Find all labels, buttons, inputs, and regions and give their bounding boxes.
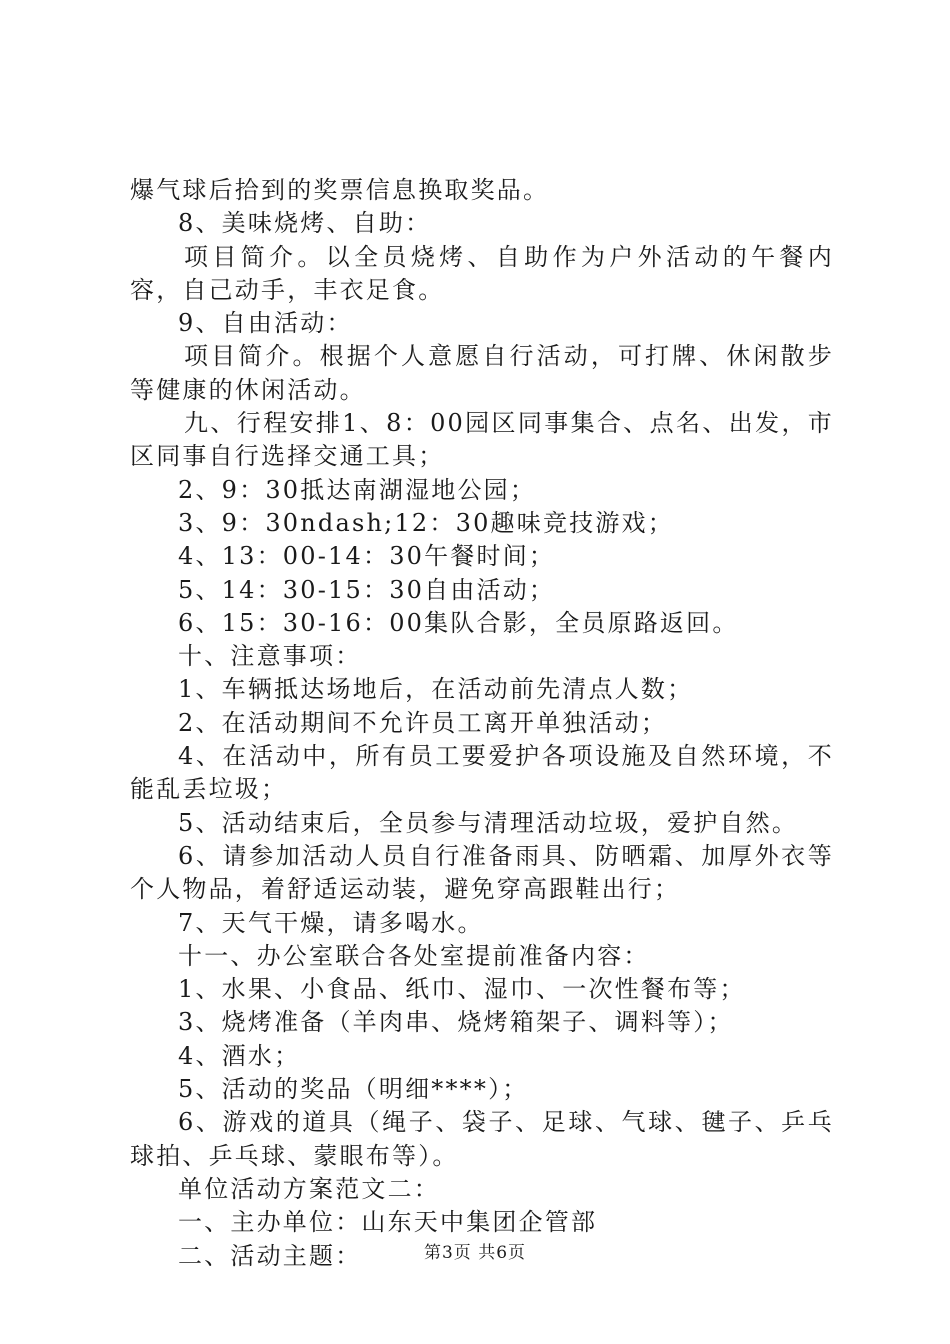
paragraph: 2、9：30抵达南湖湿地公园； [178, 475, 537, 504]
section-heading: 十一、办公室联合各处室提前准备内容： [178, 941, 650, 970]
paragraph: 项目简介。根据个人意愿自行活动，可打牌、休闲散步等健康的休闲活动。 [130, 342, 834, 404]
paragraph: 4、13：00-14：30午餐时间； [178, 542, 556, 571]
paragraph: 3、9：30ndash;12：30趣味竞技游戏； [178, 508, 674, 537]
paragraph: 九、行程安排1、8：00园区同事集合、点名、出发，市区同事自行选择交通工具； [130, 409, 834, 471]
page-number-label: 第3页 共6页 [423, 1243, 527, 1263]
paragraph: 4、酒水； [178, 1041, 301, 1070]
paragraph: 6、游戏的道具（绳子、袋子、足球、气球、毽子、乒乓球拍、乒乓球、蒙眼布等）。 [130, 1108, 834, 1170]
paragraph: 爆气球后拾到的奖票信息换取奖品。 [130, 176, 550, 204]
paragraph: 5、活动结束后，全员参与清理活动垃圾，爱护自然。 [178, 808, 799, 837]
paragraph: 项目简介。以全员烧烤、自助作为户外活动的午餐内容，自己动手，丰衣足食。 [130, 242, 834, 304]
paragraph: 2、在活动期间不允许员工离开单独活动； [178, 708, 668, 737]
paragraph: 4、在活动中，所有员工要爱护各项设施及自然环境，不能乱丢垃圾； [130, 742, 834, 804]
paragraph: 6、请参加活动人员自行准备雨具、防晒霜、加厚外衣等个人物品，着舒适运动装，避免穿高跟鞋出行； [130, 841, 834, 904]
paragraph: 5、活动的奖品（明细****）； [178, 1075, 529, 1104]
document-body [130, 174, 834, 1273]
page-footer [0, 1238, 950, 1263]
paragraph: 1、水果、小食品、纸巾、湿巾、一次性餐布等； [178, 975, 746, 1004]
paragraph: 一、主办单位：山东天中集团企管部 [178, 1208, 598, 1237]
paragraph: 5、14：30-15：30自由活动； [178, 575, 556, 604]
paragraph: 9、自由活动： [178, 309, 353, 338]
paragraph: 6、15：30-16：00集队合影，全员原路返回。 [178, 608, 739, 637]
section-heading: 十、注意事项： [178, 642, 362, 671]
paragraph: 二、活动主题： [178, 1241, 362, 1270]
paragraph: 1、车辆抵达场地后，在活动前先清点人数； [178, 675, 694, 704]
paragraph: 3、烧烤准备（羊肉串、烧烤箱架子、调料等）； [178, 1008, 734, 1037]
section-heading: 单位活动方案范文二： [178, 1174, 440, 1203]
paragraph: 7、天气干燥，请多喝水。 [178, 908, 484, 937]
paragraph: 8、美味烧烤、自助： [178, 209, 432, 238]
